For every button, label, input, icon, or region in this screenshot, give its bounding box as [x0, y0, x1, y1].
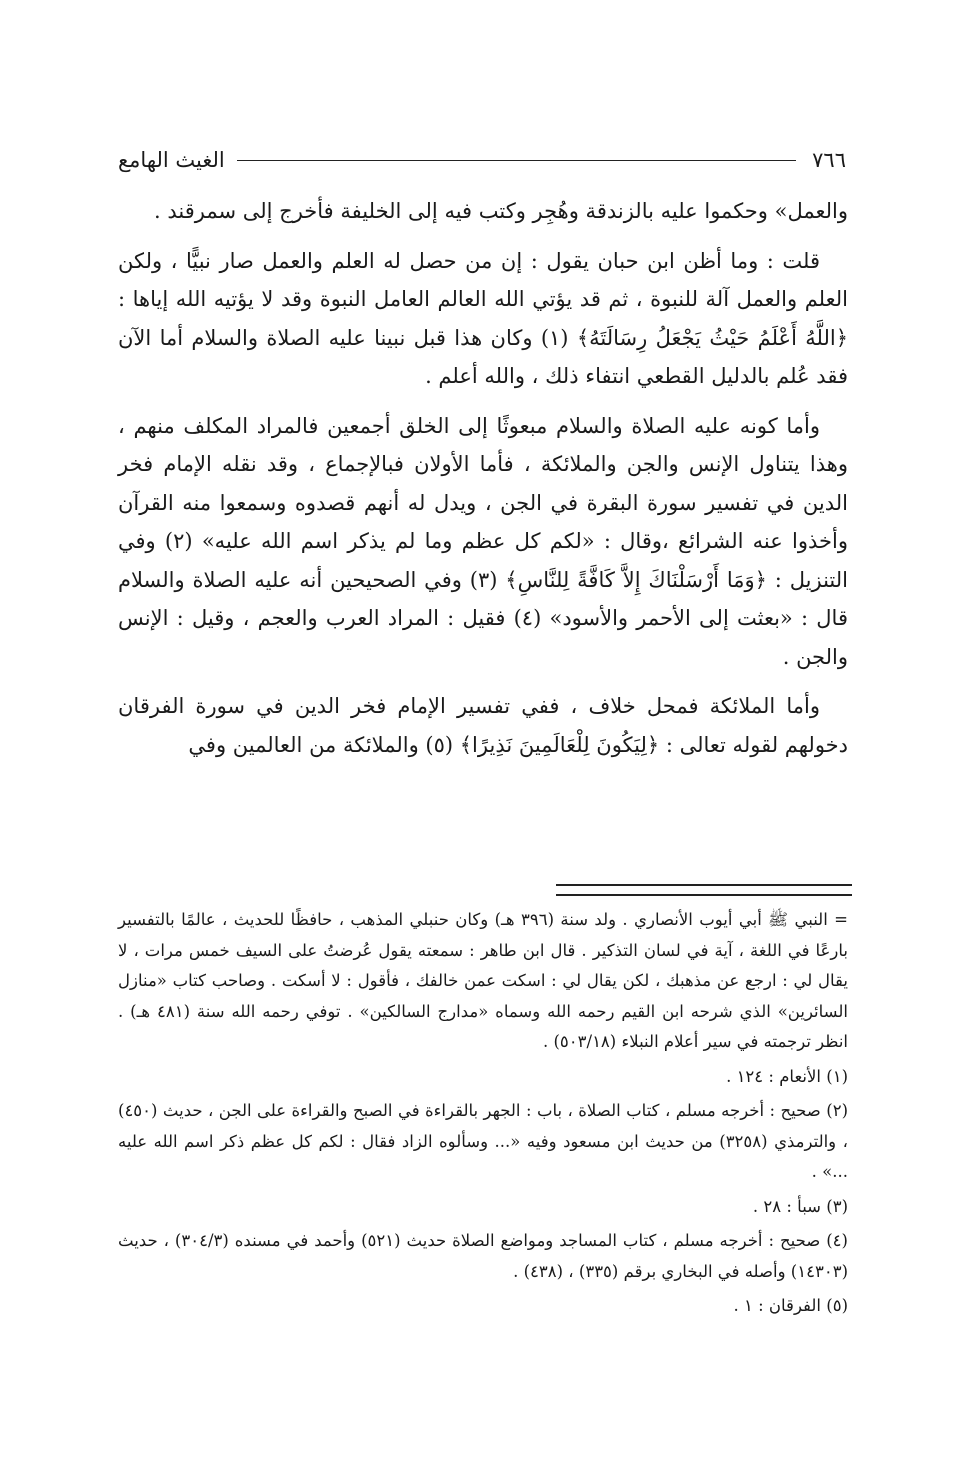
- running-title: الغيث الهامع: [118, 148, 225, 172]
- footnote-3: (٣) سبأ : ٢٨ .: [752, 1196, 848, 1216]
- header-rule: [237, 160, 796, 161]
- footnote-continued: = النبي ﷺ أبي أيوب الأنصاري . ولد سنة (٣٩٦ هـ) وكان حنبلي المذهب ، حافظًا للحديث ، عالمًا بالتفسير بارعًا في اللغة ، آية في لسان التذكير . قال ابن طاهر : سمعته يقول عُرضتُ على السيف خمس مرات ، لا يقال لي : ارجع عن مذهبك ، لكن يقال لي : اسكت عمن خالفك ، فأقول : لا أسكت . وصاحب كتاب «منازل السائرين» الذي شرحه ابن القيم رحمه الله وسماه «مدارج السالكين» . توفي رحمه الله سنة (٤٨١ هـ) . انظر ترجمته في سير أعلام النبلاء (٥٠٣/١٨) .: [118, 910, 848, 1051]
- paragraph-universal-mission: وأما كونه عليه الصلاة والسلام مبعوثًا إلى الخلق أجمعين فالمراد المكلف منهم ، وهذا يتناول الإنس والجن والملائكة ، فأما الأولان فبالإجماع ، وقد نقله الإمام فخر الدين في تفسير سورة البقرة في الجن ، ويدل له أنهم قصدوه وسمعوا منه القرآن وأخذوا عنه الشرائع ،وقال : «لكم كل عظم وما لم يذكر اسم الله عليه» (٢) وفي التنزيل : ﴿وَمَا أَرْسَلْنَاكَ إِلاَّ كَافَّةً لِلنَّاسِ﴾ (٣) وفي الصحيحين أنه عليه الصلاة والسلام قال : «بعثت إلى الأحمر والأسود» (٤) فقيل : المراد العرب والعجم ، وقيل : الإنس والجن .: [118, 413, 848, 669]
- footnote-4: (٤) صحيح : أخرجه مسلم ، كتاب المساجد ومواضع الصلاة حديث (٥٢١) وأحمد في مسنده (٣٠٤/٣) ، حديث (١٤٣٠٣) وأصله في البخاري برقم (٣٣٥) ، (٤٣٨) .: [118, 1231, 848, 1281]
- paragraph-angels: وأما الملائكة فمحل خلاف ، ففي تفسير الإمام فخر الدين في سورة الفرقان دخولهم لقوله تعالى : ﴿لِيَكُونَ لِلْعَالَمِينَ نَذِيرًا﴾ (٥) والملائكة من العالمين وفي: [118, 694, 848, 757]
- footnotes: [118, 905, 848, 1326]
- page-number: ٧٦٦: [812, 148, 846, 172]
- main-text: [118, 192, 848, 775]
- footnote-5: (٥) الفرقان : ١ .: [733, 1296, 848, 1315]
- page-header: [118, 140, 846, 180]
- footnote-1: (١) الأنعام : ١٢٤ .: [726, 1066, 848, 1086]
- paragraph-ibn-hibban: قلت : وما أظن ابن حبان يقول : إن من حصل له العلم والعمل صار نبيًّا ، ولكن العلم والعمل آلة للنبوة ، ثم قد يؤتي الله العالم العامل النبوة وقد لا يؤتيه الله إياها : ﴿اللَّهُ أَعْلَمُ حَيْثُ يَجْعَلُ رِسَالَتَهُ﴾ (١) وكان هذا قبل نبينا عليه الصلاة والسلام أما الآن فقد عُلم بالدليل القطعي انتفاء ذلك ، والله أعلم .: [118, 248, 848, 388]
- footnote-2: (٢) صحيح : أخرجه مسلم ، كتاب الصلاة ، باب : الجهر بالقراءة في الصبح والقراءة على الجن ، حديث (٤٥٠) ، والترمذي (٣٢٥٨) من حديث ابن مسعود وفيه «... وسألوه الزاد فقال : لكم كل عظم ذكر اسم الله عليه ...» .: [118, 1101, 848, 1181]
- footnote-separator: [556, 884, 852, 896]
- paragraph-continuation: والعمل» وحكموا عليه بالزندقة وهُجِر وكتب فيه إلى الخليفة فأخرج إلى سمرقند .: [154, 199, 848, 223]
